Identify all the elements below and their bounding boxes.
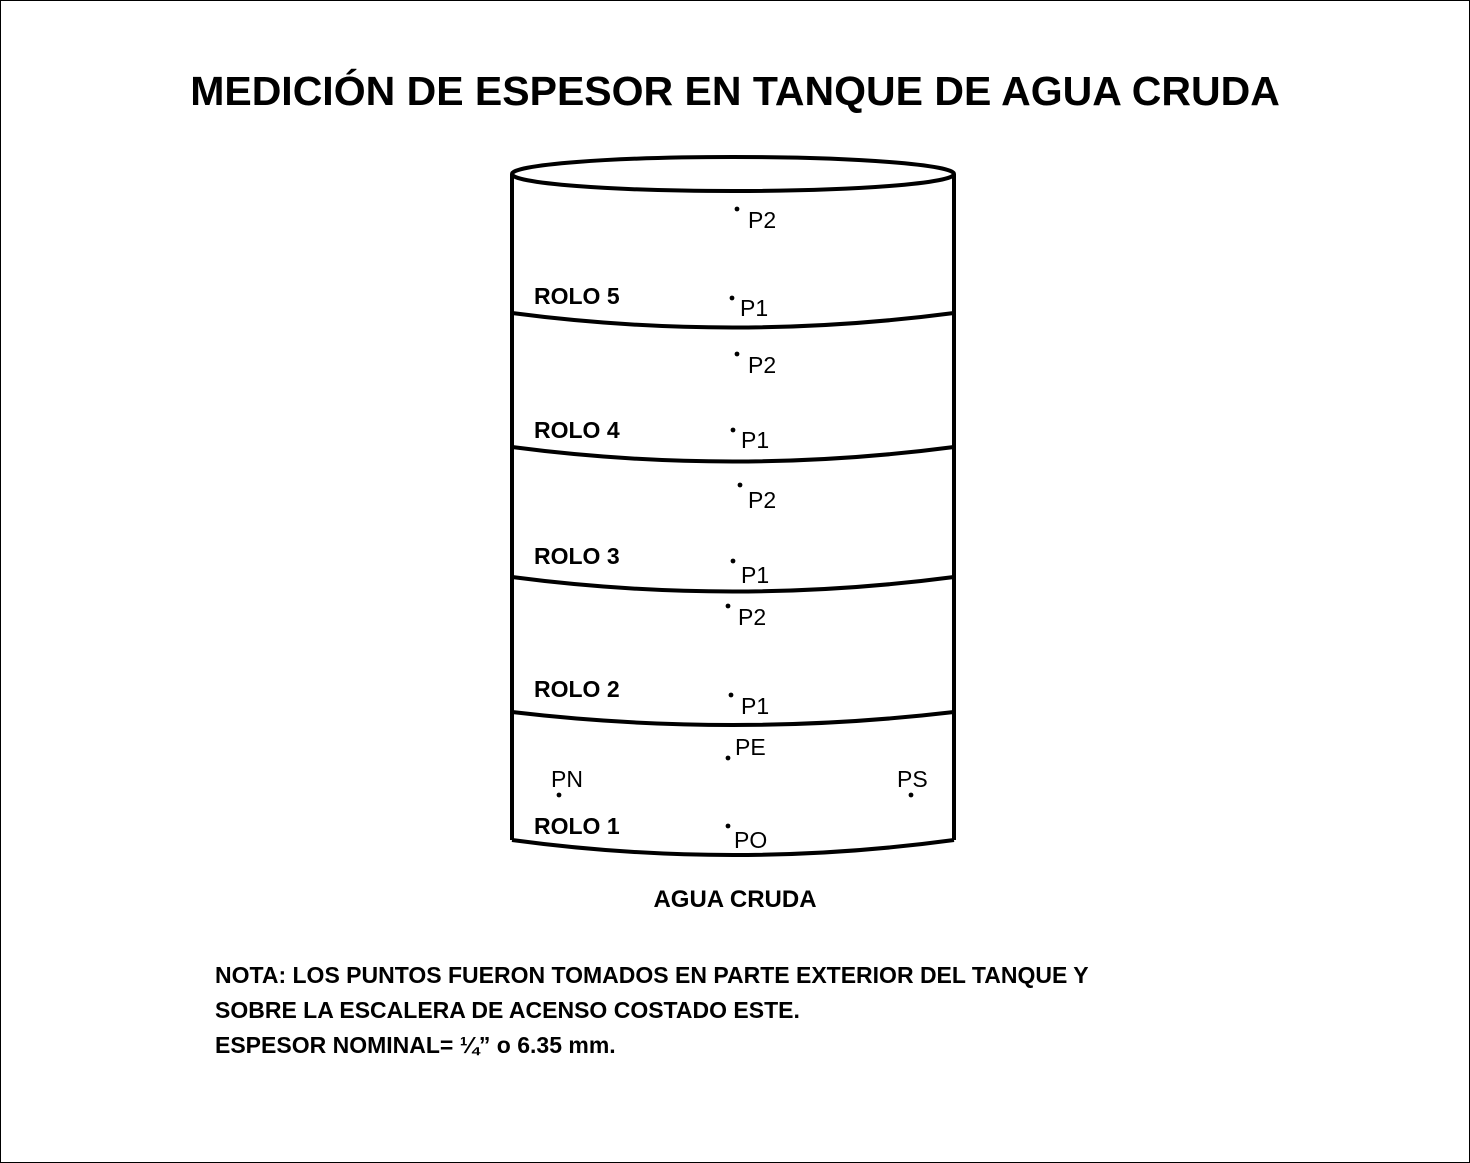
note-block (215, 958, 1215, 1063)
roll-seam-4-3 (512, 447, 954, 462)
roll-label-2: ROLO 2 (534, 676, 620, 702)
tank-top-ellipse (512, 157, 954, 191)
point-label: P1 (741, 427, 770, 453)
point-label: PO (734, 827, 768, 853)
roll-label-5: ROLO 5 (534, 283, 620, 309)
tank-bottom (512, 840, 954, 855)
roll-seam-3-2 (512, 577, 954, 592)
point-label: P2 (748, 207, 777, 233)
measure-dot (726, 604, 731, 609)
point-label: PN (551, 766, 583, 792)
page-title: MEDICIÓN DE ESPESOR EN TANQUE DE AGUA CRUDA (190, 68, 1280, 114)
point-label: P1 (741, 693, 770, 719)
note-line-1: NOTA: LOS PUNTOS FUERON TOMADOS EN PARTE EXTERIOR DEL TANQUE Y (215, 962, 1089, 988)
measure-dot (726, 756, 731, 761)
point-label: P2 (748, 487, 777, 513)
note-line-2: SOBRE LA ESCALERA DE ACENSO COSTADO ESTE. (215, 997, 800, 1023)
measure-dot (729, 693, 734, 698)
measure-dot (735, 352, 740, 357)
measure-dot (557, 793, 562, 798)
roll-label-4: ROLO 4 (534, 417, 620, 443)
measure-dot (731, 428, 736, 433)
point-label: PE (735, 734, 766, 760)
note-line-3: ESPESOR NOMINAL= ¼” o 6.35 mm. (215, 1032, 616, 1058)
measure-dot (909, 793, 914, 798)
measure-dot (726, 824, 731, 829)
roll-seam-2-1 (512, 712, 954, 725)
measure-dot (731, 559, 736, 564)
point-label: P2 (738, 604, 767, 630)
roll-label-3: ROLO 3 (534, 543, 620, 569)
measure-dot (735, 207, 740, 212)
roll-label-1: ROLO 1 (534, 813, 620, 839)
point-label: PS (897, 766, 928, 792)
point-label: P1 (741, 562, 770, 588)
measure-dot (730, 296, 735, 301)
roll-seam-5-4 (512, 313, 954, 328)
tank-caption: AGUA CRUDA (653, 886, 817, 913)
point-label: P1 (740, 295, 769, 321)
measure-dot (738, 483, 743, 488)
tank-outline (512, 157, 954, 855)
point-label: P2 (748, 352, 777, 378)
